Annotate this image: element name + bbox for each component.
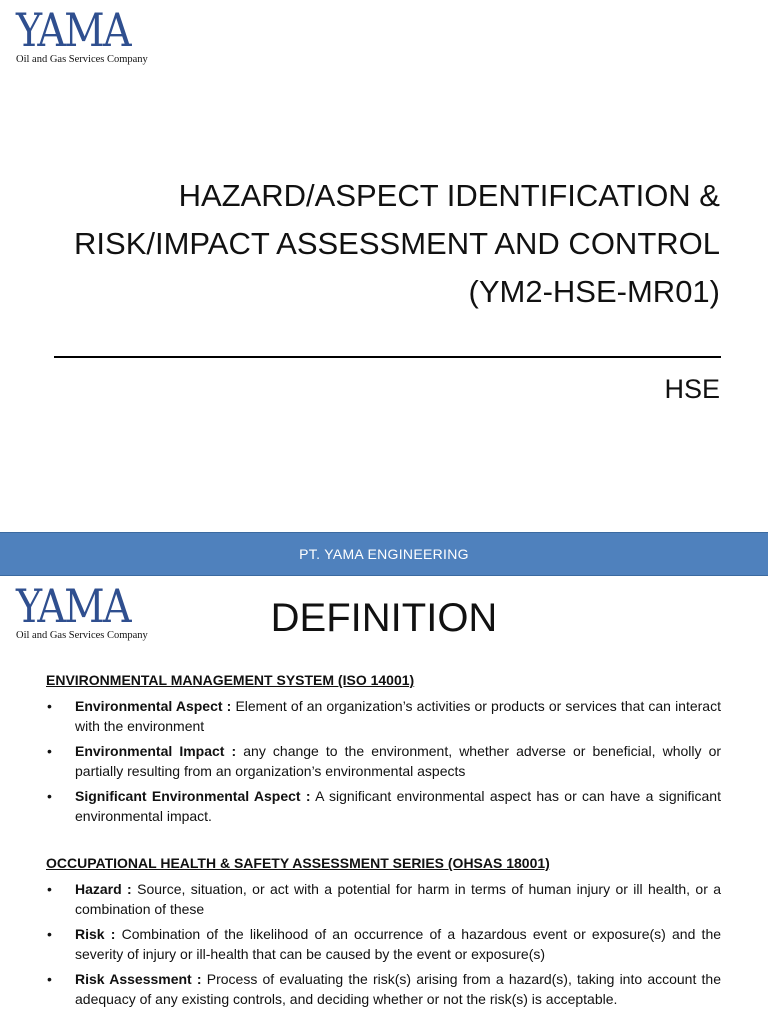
definition-text: Element of an organization’s activities or products or services that can interact with the environment	[75, 698, 721, 734]
definition-text: Process of evaluating the risk(s) arising from a hazard(s), taking into account the adequacy of any existing controls, and deciding whether or not the risk(s) is acceptable.	[75, 971, 721, 1007]
section-heading-iso14001: ENVIRONMENTAL MANAGEMENT SYSTEM (ISO 14001)	[46, 672, 415, 688]
definition-slide	[0, 576, 768, 1024]
section-heading-ohsas18001: OCCUPATIONAL HEALTH & SAFETY ASSESSMENT SERIES (OHSAS 18001)	[46, 855, 550, 871]
definition-term: Risk Assessment :	[75, 971, 202, 987]
footer-bar	[0, 532, 768, 576]
list-item	[46, 696, 721, 736]
definition-list-iso14001	[46, 696, 721, 826]
definition-term: Environmental Impact :	[75, 743, 237, 759]
slide-title	[20, 172, 720, 316]
title-divider	[54, 356, 721, 358]
list-item	[46, 741, 721, 781]
logo-tagline: Oil and Gas Services Company	[16, 630, 148, 641]
section-spacer	[46, 831, 721, 853]
department-label: HSE	[664, 374, 720, 404]
title-line-2: RISK/IMPACT ASSESSMENT AND CONTROL	[74, 226, 720, 261]
bullet-icon: •	[47, 743, 52, 759]
list-item	[46, 786, 721, 826]
definition-list-ohsas18001	[46, 879, 721, 1009]
definition-text: A significant environmental aspect has or can have a significant environmental impact.	[75, 788, 721, 824]
definition-term: Significant Environmental Aspect :	[75, 788, 311, 804]
definition-text: Combination of the likelihood of an occurrence of a hazardous event or exposure(s) and the severity of injury or ill-health that can be caused by the event or exposure(s)	[75, 926, 722, 962]
title-line-1: HAZARD/ASPECT IDENTIFICATION &	[178, 178, 720, 213]
company-logo	[16, 4, 146, 65]
bullet-icon: •	[47, 788, 52, 804]
logo-tagline: Oil and Gas Services Company	[16, 54, 148, 65]
bullet-icon: •	[47, 698, 52, 714]
definition-text: Source, situation, or act with a potential for harm in terms of human injury or ill health, or a combination of these	[75, 881, 722, 917]
definition-text: any change to the environment, whether adverse or beneficial, wholly or partially resulting from an organization’s environmental aspects	[75, 743, 722, 779]
title-line-3: (YM2-HSE-MR01)	[468, 274, 720, 309]
definition-term: Risk :	[75, 926, 116, 942]
list-item	[46, 969, 721, 1009]
bullet-icon: •	[47, 926, 52, 942]
definition-term: Environmental Aspect :	[75, 698, 232, 714]
logo-wordmark: YAMA	[16, 579, 130, 633]
definition-title: DEFINITION	[270, 596, 498, 640]
bullet-icon: •	[47, 971, 52, 987]
bullet-icon: •	[47, 881, 52, 897]
list-item	[46, 924, 721, 964]
footer-company-name: PT. YAMA ENGINEERING	[299, 546, 469, 562]
definition-term: Hazard :	[75, 881, 132, 897]
definition-content	[46, 670, 721, 1014]
list-item	[46, 879, 721, 919]
logo-wordmark: YAMA	[16, 3, 130, 57]
